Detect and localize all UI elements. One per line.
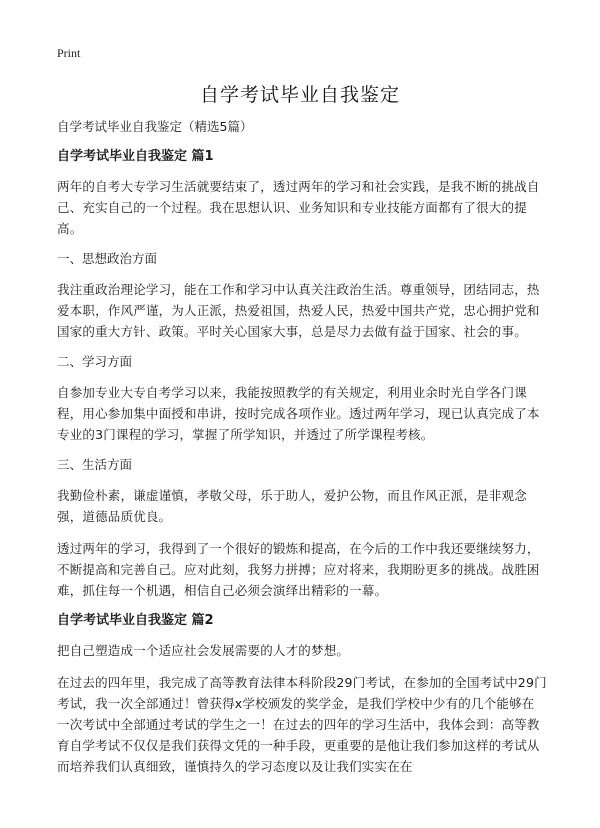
article1-section3-title: 三、生活方面 xyxy=(57,457,133,472)
article1-conclusion: 透过两年的学习，我得到了一个很好的锻炼和提高，在今后的工作中我还要继续努力，不断提高和完善自己。应对此刻，我努力拼搏；应对将来，我期盼更多的挑战。战胜困难，抓住每一个机遇，相信自己必须会演绎出精彩的一幕。 xyxy=(57,541,540,598)
article2-paragraph-2: 在过去的四年里，我完成了高等教育法律本科阶段29门考试，在参加的全国考试中29门考试，我一次全部通过！曾获得x学校颁发的奖学金，是我们学校中少有的几个能够在一次考试中全部通过考试的学生之一！在过去的四年的学习生活中，我体会到：高等教育自学考试不仅仅是我们获得文凭的一种手段，更重要的是他让我们参加这样的考试从而培养我们认真细致，谨慎持久的学习态度以及让我们实实在在 xyxy=(57,675,547,774)
article2-heading: 自学考试毕业自我鉴定 篇2 xyxy=(57,613,214,628)
document-body xyxy=(57,118,547,788)
article1-section2-text: 自参加专业大专自考学习以来，我能按照教学的有关规定，利用业余时光自学各门课程，用心参加集中面授和串讲，按时完成各项作业。透过两年学习，现已认真完成了本专业的3门课程的学习，掌握了所学知识，并透过了所学课程考核。 xyxy=(57,385,540,442)
article1-section1-title: 一、思想政治方面 xyxy=(57,251,158,266)
article1-section2-title: 二、学习方面 xyxy=(57,354,133,369)
page-title: 自学考试毕业自我鉴定 xyxy=(199,84,400,106)
article1-section1-text: 我注重政治理论学习，能在工作和学习中认真关注政治生活。尊重领导，团结同志，热爱本职，作风严谨，为人正派，热爱祖国，热爱人民，热爱中国共产党，忠心拥护党和国家的重大方针、政策。平时关心国家大事，总是尽力去做有益于国家、社会的事。 xyxy=(57,282,540,339)
document-subtitle: 自学考试毕业自我鉴定（精选5篇） xyxy=(57,119,253,134)
article1-heading: 自学考试毕业自我鉴定 篇1 xyxy=(57,149,214,164)
article1-section3-text: 我勤俭朴素，谦虚谨慎，孝敬父母，乐于助人，爱护公物，而且作风正派，是非观念强，道德品质优良。 xyxy=(57,488,527,524)
article2-paragraph-1: 把自己塑造成一个适应社会发展需要的人才的梦想。 xyxy=(57,643,350,658)
article1-intro: 两年的自考大专学习生活就要结束了，透过两年的学习和社会实践，是我不断的挑战自己、充实自己的一个过程。我在思想认识、业务知识和专业技能方面都有了很大的提高。 xyxy=(57,179,540,236)
print-label[interactable]: Print xyxy=(57,46,81,60)
